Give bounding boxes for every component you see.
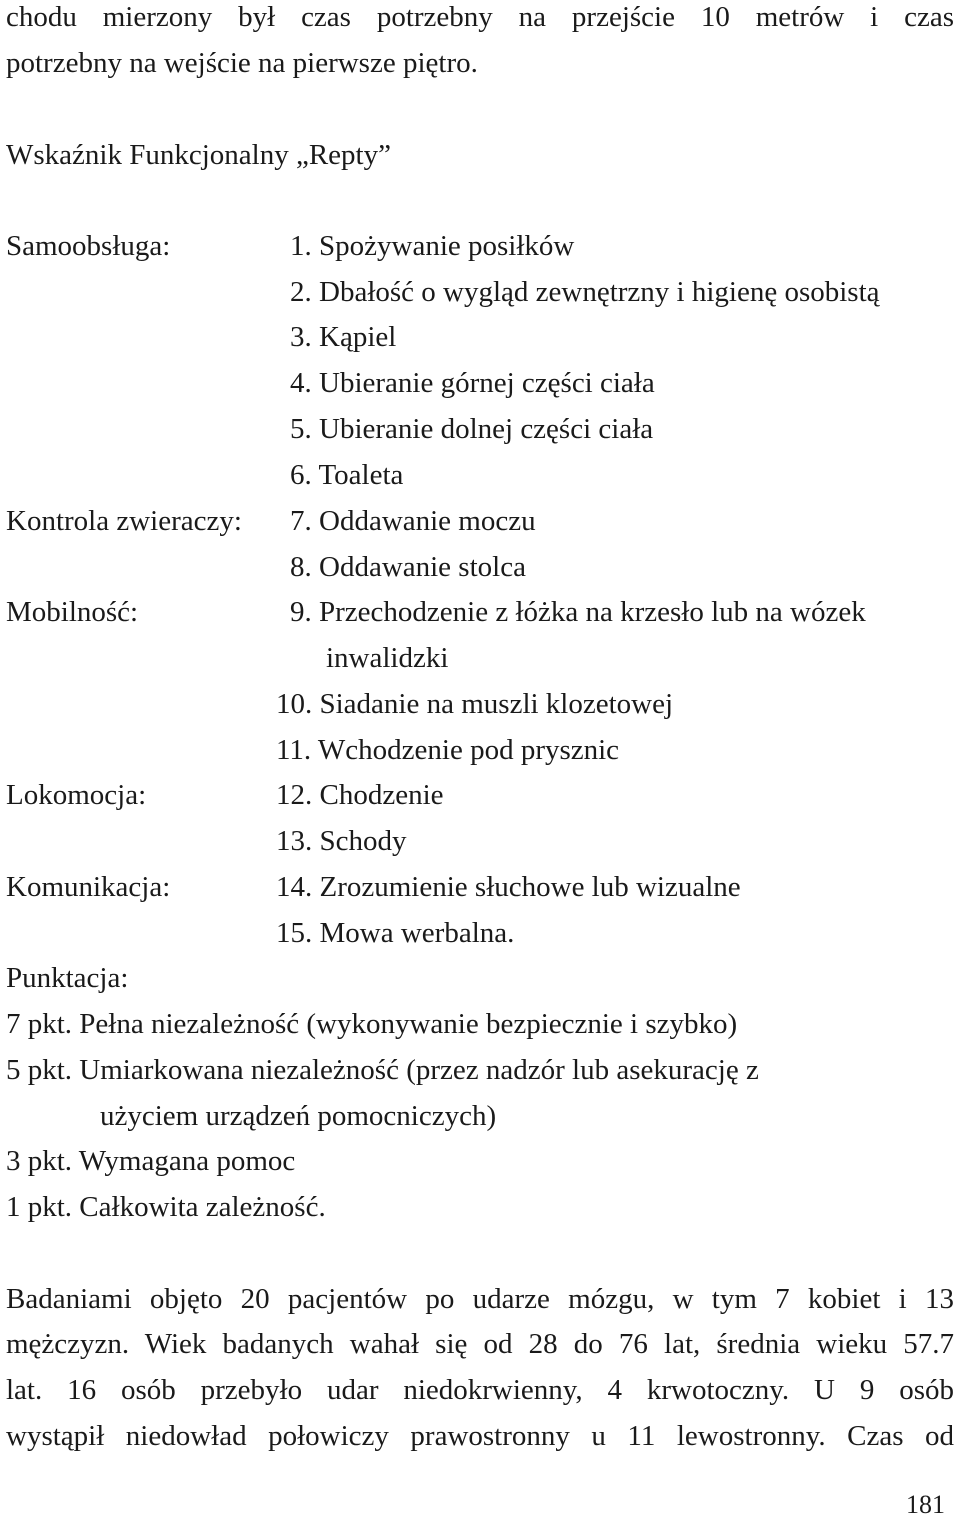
category-kontrola-zwieraczy: Kontrola zwieraczy: bbox=[6, 505, 242, 537]
paragraph-line-2: mężczyzn. Wiek badanych wahał się od 28 do 76 lat, średnia wieku 57.7 bbox=[6, 1328, 954, 1360]
list-item-3: 3. Kąpiel bbox=[290, 321, 397, 353]
category-mobilnosc: Mobilność: bbox=[6, 596, 139, 628]
category-samoobsluga: Samoobsługa: bbox=[6, 230, 171, 262]
scoring-5-pkt: 5 pkt. Umiarkowana niezależność (przez nadzór lub asekurację z bbox=[6, 1054, 759, 1086]
list-item-9: 9. Przechodzenie z łóżka na krzesło lub na wózek bbox=[290, 596, 866, 628]
scoring-title: Punktacja: bbox=[6, 962, 129, 994]
category-lokomocja: Lokomocja: bbox=[6, 779, 147, 811]
list-item-6: 6. Toaleta bbox=[290, 459, 404, 491]
paragraph-line-4: wystąpił niedowład połowiczy prawostronny u 11 lewostronny. Czas od bbox=[6, 1420, 954, 1452]
scoring-3-pkt: 3 pkt. Wymagana pomoc bbox=[6, 1145, 296, 1177]
list-item-1: 1. Spożywanie posiłków bbox=[290, 230, 575, 262]
list-item-8: 8. Oddawanie stolca bbox=[290, 551, 526, 583]
page-number: 181 bbox=[906, 1490, 945, 1519]
list-item-5: 5. Ubieranie dolnej części ciała bbox=[290, 413, 654, 445]
scoring-5-pkt-continuation: użyciem urządzeń pomocniczych) bbox=[100, 1100, 497, 1132]
scoring-7-pkt: 7 pkt. Pełna niezależność (wykonywanie bezpiecznie i szybko) bbox=[6, 1008, 738, 1040]
list-item-9-continuation: inwalidzki bbox=[326, 642, 449, 674]
intro-line-1: chodu mierzony był czas potrzebny na przejście 10 metrów i czas bbox=[6, 1, 954, 33]
section-title: Wskaźnik Funkcjonalny „Repty” bbox=[6, 139, 391, 171]
list-item-13: 13. Schody bbox=[276, 825, 407, 857]
list-item-12: 12. Chodzenie bbox=[276, 779, 444, 811]
list-item-4: 4. Ubieranie górnej części ciała bbox=[290, 367, 655, 399]
category-komunikacja: Komunikacja: bbox=[6, 871, 171, 903]
scoring-1-pkt: 1 pkt. Całkowita zależność. bbox=[6, 1191, 326, 1223]
intro-line-2: potrzebny na wejście na pierwsze piętro. bbox=[6, 47, 478, 79]
paragraph-line-1: Badaniami objęto 20 pacjentów po udarze mózgu, w tym 7 kobiet i 13 bbox=[6, 1283, 954, 1315]
list-item-15: 15. Mowa werbalna. bbox=[276, 917, 515, 949]
list-item-7: 7. Oddawanie moczu bbox=[290, 505, 536, 537]
list-item-10: 10. Siadanie na muszli klozetowej bbox=[276, 688, 674, 720]
list-item-11: 11. Wchodzenie pod prysznic bbox=[276, 734, 620, 766]
list-item-2: 2. Dbałość o wygląd zewnętrzny i higienę osobistą bbox=[290, 276, 880, 308]
list-item-14: 14. Zrozumienie słuchowe lub wizualne bbox=[276, 871, 741, 903]
paragraph-line-3: lat. 16 osób przebyło udar niedokrwienny, 4 krwotoczny. U 9 osób bbox=[6, 1374, 954, 1406]
